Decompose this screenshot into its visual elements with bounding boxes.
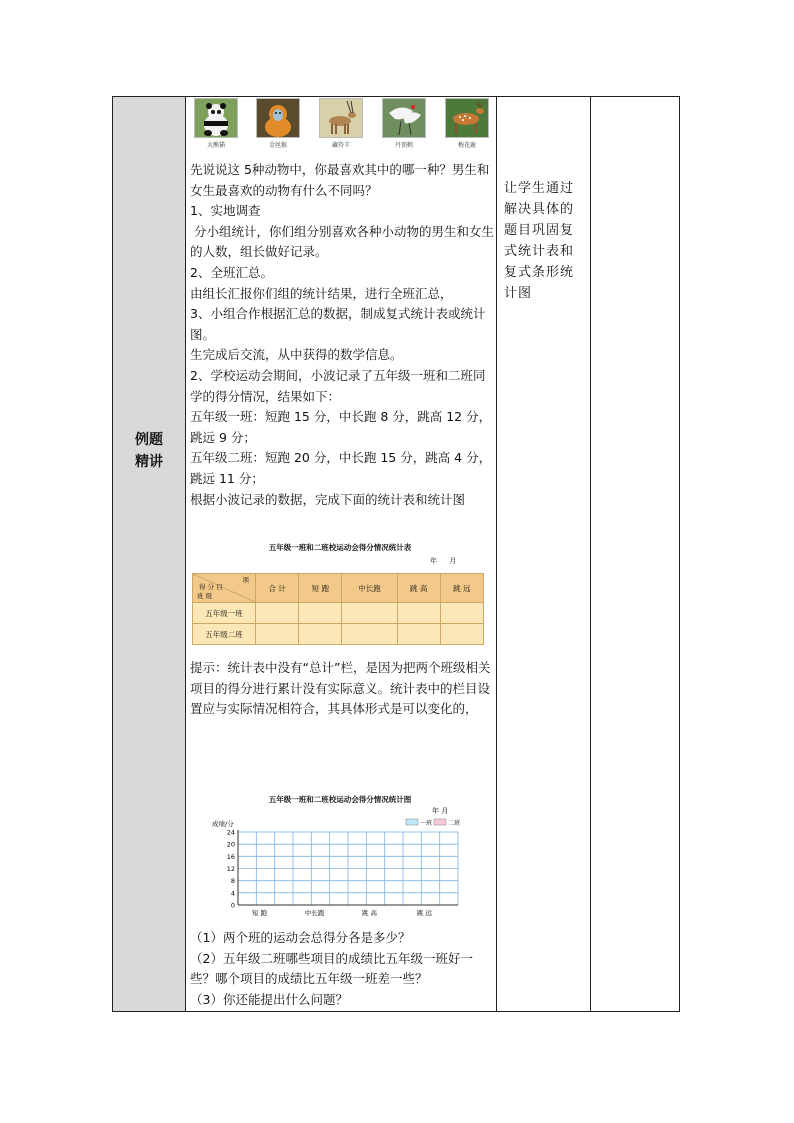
section-label: 例题 精讲 [135, 432, 163, 470]
y-tick-label: 4 [230, 889, 235, 898]
paragraph: 先说说这 5种动物中，你最喜欢其中的哪一种？男生和女生最喜欢的动物有什么不同吗？ [190, 162, 490, 198]
questions [190, 928, 494, 1010]
y-tick-label: 16 [226, 852, 235, 861]
y-tick-label: 0 [230, 901, 235, 910]
y-tick-label: 20 [226, 840, 235, 849]
table-header-long-jump: 跳 远 [440, 574, 483, 603]
question-3: （3）你还能提出什么问题？ [190, 991, 348, 1007]
row-label: 五年级一班 [193, 603, 256, 624]
paragraph: 2、全班汇总。 [190, 264, 273, 280]
x-tick-label: 跳 远 [416, 909, 433, 917]
table-corner-cell: 项 得 分 目 班 级 [193, 574, 256, 603]
y-axis-label: 成绩/分 [212, 820, 234, 828]
chart-title: 五年级一班和二班校运动会得分情况统计图 [268, 795, 412, 804]
paragraph: 2、学校运动会期间，小波记录了五年级一班和二班同学的得分情况，结果如下： [190, 367, 486, 404]
paragraph: 由组长汇报你们组的统计结果，进行全班汇总， [190, 285, 453, 301]
paragraph: 1、实地调查 [190, 203, 261, 219]
hint-text: 提示：统计表中没有“总计”栏，是因为把两个班级相关项目的得分进行累计没有实际意义。统计表中的栏目设置应与实际情况相符合，其具体形式是可以变化的， [190, 660, 491, 717]
column-divider [185, 97, 186, 1011]
table-header-high-jump: 跳 高 [397, 574, 440, 603]
table-header-total: 合 计 [256, 574, 299, 603]
score-table [192, 573, 484, 645]
animal-panda: 大熊猫 [194, 98, 242, 149]
legend-label: 二班 [448, 820, 461, 827]
chart-date: 年 月 [432, 807, 449, 815]
panda-icon [194, 98, 238, 138]
y-tick-label: 8 [230, 877, 235, 886]
paragraph: 分小组统计，你们组分别喜欢各种小动物的男生和女生的人数，组长做好记录。 [190, 223, 494, 260]
paragraph: 根据小波记录的数据，完成下面的统计表和统计图 [190, 491, 466, 507]
table-row [193, 624, 484, 645]
column-divider [496, 97, 497, 1011]
animal-antelope: 藏羚羊 [319, 98, 367, 149]
row-label: 五年级二班 [193, 624, 256, 645]
x-tick-label: 中长跑 [304, 909, 325, 917]
sika-deer-icon [445, 98, 489, 138]
y-tick-label: 12 [226, 865, 235, 873]
legend-swatch [434, 819, 446, 825]
legend-label: 一班 [420, 820, 433, 827]
teaching-goal: 让学生通过解决具体的题目巩固复式统计表和复式条形统计图 [504, 181, 575, 301]
table-header-sprint: 短 跑 [299, 574, 342, 603]
paragraph: 五年级二班：短跑 20 分，中长跑 15 分，跳高 4 分，跳远 11 分； [190, 450, 492, 486]
antelope-icon [319, 98, 363, 138]
section-label-cell [113, 97, 185, 1011]
paragraph: 生完成后交流，从中获得的数学信息。 [190, 347, 403, 363]
animal-golden-monkey: 金丝猴 [256, 98, 304, 149]
animal-pictures [192, 98, 492, 152]
table-date: 年 月 [430, 557, 457, 565]
crane-icon [382, 98, 426, 138]
x-tick-label: 跳 高 [361, 909, 378, 917]
score-chart [192, 804, 492, 922]
animal-crane: 丹顶鹤 [382, 98, 430, 149]
legend-swatch [406, 819, 418, 825]
y-tick-label: 24 [226, 828, 235, 837]
animal-sika-deer: 梅花鹿 [445, 98, 493, 149]
column-divider [590, 97, 591, 1011]
golden-monkey-icon [256, 98, 300, 138]
paragraph: 3、小组合作根据汇总的数据，制成复式统计表或统计图。 [190, 306, 486, 342]
lesson-text [190, 160, 494, 510]
table-header-middle-distance: 中长跑 [342, 574, 397, 603]
question-1: （1）两个班的运动会总得分各是多少？ [190, 930, 411, 945]
paragraph: 五年级一班：短跑 15 分，中长跑 8 分，跳高 12 分，跳远 9 分； [190, 409, 492, 445]
x-tick-label: 短 跑 [251, 909, 268, 917]
table-row [193, 603, 484, 624]
question-2: （2）五年级二班哪些项目的成绩比五年级一班好一些？哪个项目的成绩比五年级一班差一些？ [190, 950, 473, 987]
table-title: 五年级一班和二班校运动会得分情况统计表 [268, 543, 412, 552]
